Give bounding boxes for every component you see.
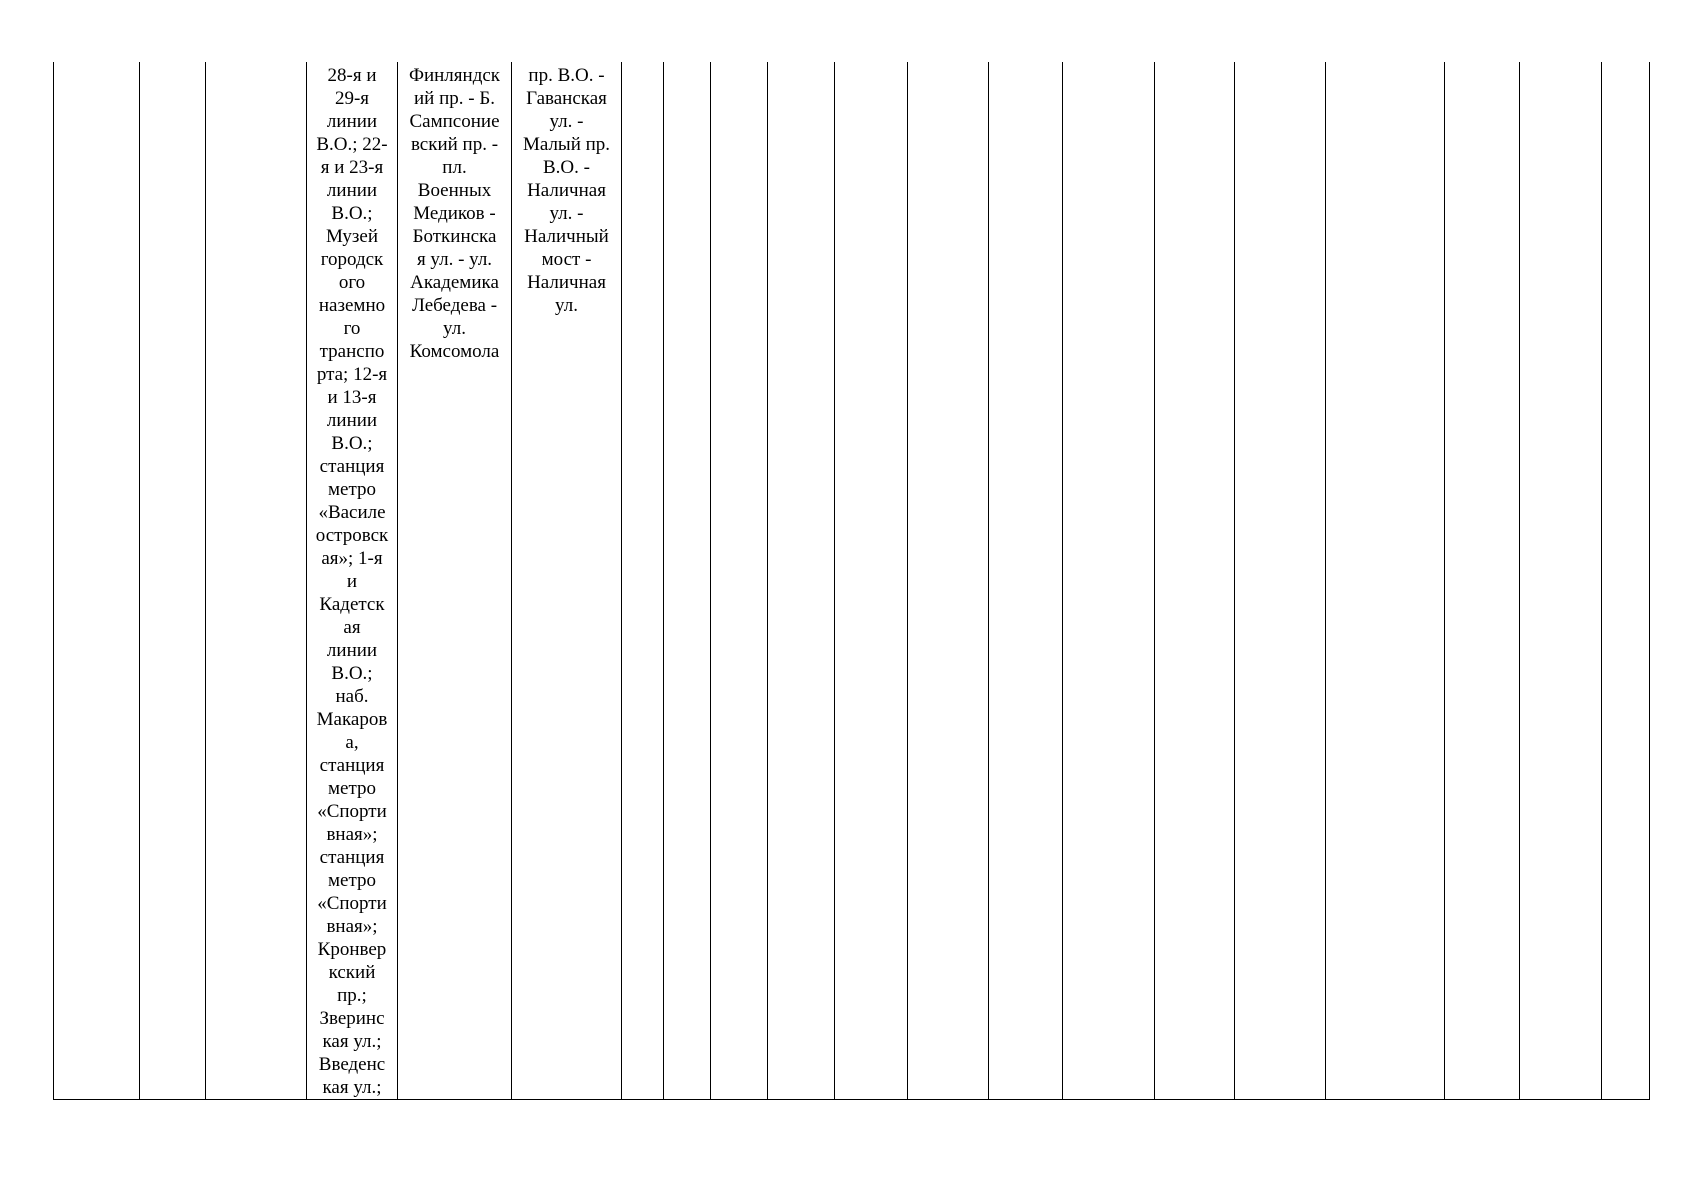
table-cell-18 bbox=[1445, 62, 1520, 1100]
route-path-forward: Финляндск ий пр. - Б. Сампсоние вский пр. - пл. Военных Медиков - Боткинска я ул. - ул. Академика Лебедева - ул. Комсомола bbox=[408, 65, 501, 362]
route-path-cell-return bbox=[512, 62, 622, 1100]
route-path-return: пр. В.О. - Гаванская ул. - Малый пр. В.О. - Наличная ул. - Наличный мост - Наличная ул. bbox=[522, 65, 611, 316]
table-cell-17 bbox=[1326, 62, 1445, 1100]
table-cell-16 bbox=[1235, 62, 1326, 1100]
table-cell-1 bbox=[54, 62, 140, 1100]
route-table bbox=[53, 62, 1650, 1100]
stops-cell bbox=[307, 62, 398, 1100]
table-cell-12 bbox=[908, 62, 989, 1100]
table-cell-2 bbox=[140, 62, 206, 1100]
table-cell-20 bbox=[1602, 62, 1650, 1100]
table-cell-19 bbox=[1520, 62, 1602, 1100]
table-cell-10 bbox=[768, 62, 835, 1100]
table-cell-9 bbox=[711, 62, 768, 1100]
route-path-cell-forward bbox=[398, 62, 512, 1100]
stops-list: 28-я и 29-я линии В.О.; 22- я и 23-я линии В.О.; Музей городск ого наземно го транспо рта; 12-я и 13-я линии В.О.; станция метро «Василе островск ая»; 1-я и Кадетск ая линии В.О.; наб. Макаров а, станция метро «Спорти вная»; станция метро «Спорти вная»; Кронвер кский пр.; Зверинс кая ул.; Введенс кая ул.; bbox=[315, 65, 389, 1098]
table-cell-7 bbox=[622, 62, 664, 1100]
table-cell-3 bbox=[206, 62, 307, 1100]
table-cell-13 bbox=[989, 62, 1063, 1100]
table-cell-8 bbox=[664, 62, 711, 1100]
table-cell-15 bbox=[1155, 62, 1235, 1100]
table-row bbox=[54, 62, 1650, 1100]
table-cell-11 bbox=[835, 62, 908, 1100]
table-cell-14 bbox=[1063, 62, 1155, 1100]
